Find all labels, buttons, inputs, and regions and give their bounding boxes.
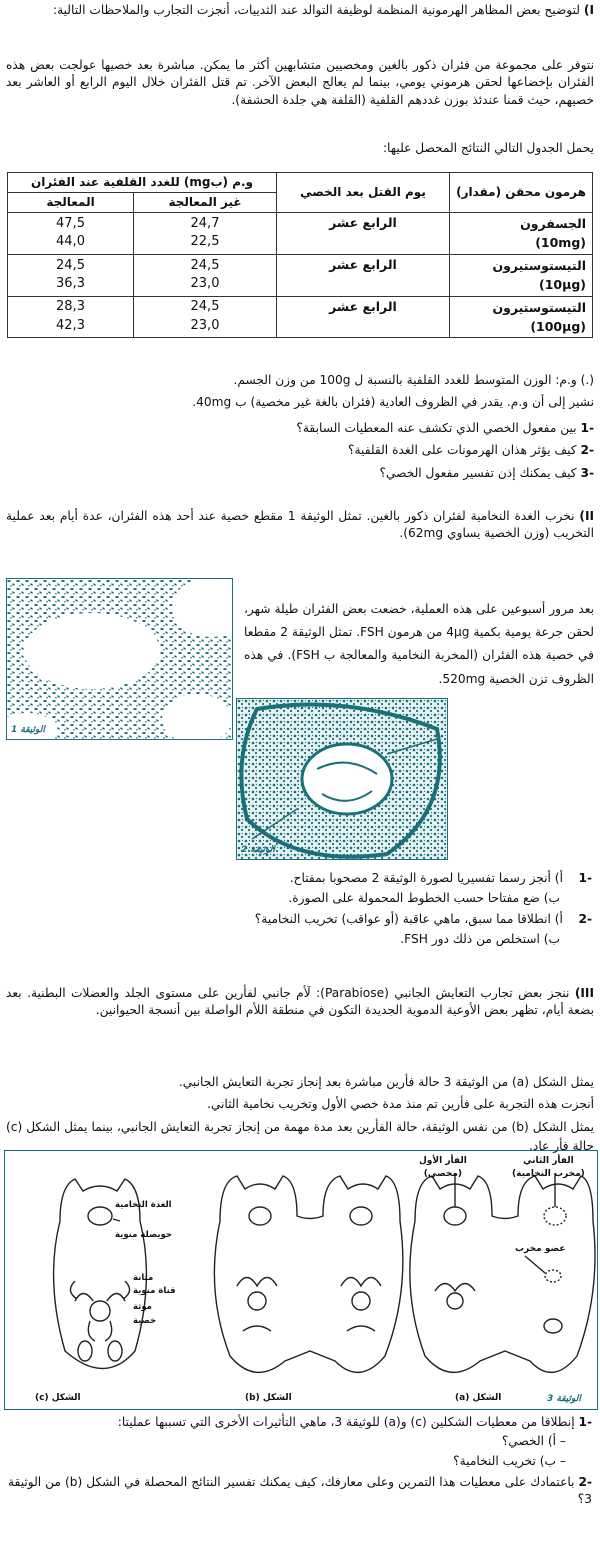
part1-intro-text: لتوضيح بعض المظاهر الهرمونية المنظمة لوظيفة التوالد عند الثدييات، أنجزت التجارب والملاحظات التالية: — [52, 3, 580, 17]
mouse-2-label: الفأر الثاني (مخرب النخامية) — [512, 1156, 585, 1179]
part3-number: III) — [574, 986, 594, 1000]
treated-value: 36,3 — [56, 276, 85, 292]
figure-a-label: الشكل (a) — [455, 1393, 502, 1403]
treated-value: 24,5 — [56, 257, 85, 273]
document-2-caption: الوثيقة 2 — [241, 845, 275, 856]
hormone-name: الجسفرون — [520, 216, 586, 232]
hormone-dose: (10mg) — [535, 235, 586, 251]
part2-paragraph1: نخرب الغدة النخامية لفئران ذكور بالغين. تمثل الوثيقة 1 مقطع خصية عند أحد هذه الفئران، عدة أيام بعد عملية التخريب (وزن الخصية يساوي 62mg). — [6, 509, 594, 541]
table-row — [8, 254, 593, 296]
treated-value: 47,5 — [56, 215, 85, 231]
kill-day: الرابع عشر — [277, 296, 450, 338]
part3-intro — [6, 985, 594, 1020]
part1-paragraph: نتوفر على مجموعة من فئران ذكور بالغين ومخصيين متشابهين أكثر ما يمكن. مباشرة بعد خصيها عولجت بعض هذه الفئران بإخضاعها لحقن هرموني يومي، بينما لم يعالج البعض الآخر. تم قتل الفئران خلال اليوم الرابع أو العاشر بعد خصيهم، حيث قمنا عندئذ بوزن غددهم القلفية (القلفة هي جلدة الحشفة). — [6, 58, 594, 107]
untreated-value: 23,0 — [190, 317, 220, 333]
untreated-value: 24,5 — [190, 299, 220, 315]
untreated-value: 24,7 — [190, 215, 220, 231]
untreated-value: 23,0 — [190, 276, 220, 292]
vas-deferens-label: قناة منوية — [133, 1286, 176, 1296]
header-day: يوم القتل بعد الخصي — [277, 173, 450, 213]
results-table — [7, 172, 593, 338]
header-weight: و.م (بmg) للغدد القلفية عند الفئران — [8, 173, 277, 193]
part3-paragraph3: أنجزت هذه التجربة على فأرين تم منذ مدة خصي الأول وتخريب نخامية الثاني. — [206, 1097, 594, 1111]
table-row — [8, 213, 593, 255]
question-1: -1 بين مفعول الخصي الذي تكشف عنه المعطيات السابقة؟ — [296, 421, 594, 435]
table-note: (.) و.م: الوزن المتوسط للغدد القلفية بالنسبة ل 100g من وزن الجسم. — [233, 373, 594, 387]
untreated-value: 24,5 — [190, 257, 220, 273]
part2-paragraph2: بعد مرور أسبوعين على هذه العملية، خضعت بعض الفئران طيلة شهر، لحقن جرعة يومية بكمية 4µg من هرمون FSH. تمثل الوثيقة 2 مقطعا في خصية هذه الفئران (المخربة النخامية والمعالجة ب FSH). في هذه الظروف تزن الخصية 520mg. — [244, 602, 594, 686]
figure-b-label: الشكل (b) — [245, 1393, 292, 1403]
question-2: -2 كيف يؤثر هذان الهرمونات على الغدة القلفية؟ — [348, 443, 594, 458]
document-3-caption: الوثيقة 3 — [547, 1394, 581, 1404]
part3-questions: -1 إنطلاقا من معطيات الشكلين (c) و(a) للوثيقة 3، ماهي التأثيرات الأخرى التي تسببها عمليتا: – أ) الخصي؟ – ب) تخريب النخامية؟ -2 باعتمادك على معطيات هذا التمرين وعلى معارفك، كيف يمكنك تفسير النتائج المحصلة في الشكل (b) من الوثيقة 3؟ — [8, 1415, 593, 1507]
part3-paragraph2: يمثل الشكل (a) من الوثيقة 3 حالة فأرين مباشرة بعد إنجاز تجربة التعايش الجانبي. — [178, 1075, 594, 1089]
figure-c-label: الشكل (c) — [35, 1393, 81, 1403]
treated-value: 28,3 — [56, 299, 85, 315]
normal-weight-note: نشير إلى أن و.م. يقدر في الظروف العادية (فئران بالغة غير مخصية) ب 40mg. — [192, 395, 594, 409]
mouse-1-label: الفأر الأول (مخصي) — [419, 1156, 467, 1179]
header-treated: المعالجة — [8, 193, 134, 213]
table-row — [8, 296, 593, 338]
part1-number: I) — [583, 3, 594, 17]
part3-paragraph4: يمثل الشكل (b) من نفس الوثيقة، حالة الفأرين بعد مدة مهمة من إنجاز تجربة التعايش الجانبي، بينما يمثل الشكل (c) حالة فأر عاد. — [6, 1120, 594, 1153]
seminal-vesicle-label: حويصلة منوية — [115, 1230, 173, 1240]
document-1-micrograph — [6, 578, 233, 740]
destroyed-organ-label: عضو مخرب — [515, 1244, 566, 1254]
document-1-caption: الوثيقة 1 — [11, 725, 45, 736]
document-2-micrograph — [236, 698, 448, 860]
part1-questions — [6, 420, 594, 482]
pituitary-label: الغدة النخامية — [115, 1200, 172, 1210]
part1-intro — [6, 2, 594, 19]
kill-day: الرابع عشر — [277, 254, 450, 296]
part2-intro — [6, 508, 594, 543]
hormone-dose: (100µg) — [530, 318, 586, 334]
part1-table-intro: يحمل الجدول التالي النتائج المحصل عليها: — [382, 141, 594, 155]
part2-number: II) — [579, 509, 595, 523]
testis-label: خصية — [133, 1316, 157, 1326]
bladder-label: مثانة — [133, 1273, 154, 1283]
part2-questions: -1 أ) أنجز رسما تفسيريا لصورة الوثيقة 2 مصحوبا بمفتاح. ب) ضع مفتاحا حسب الخطوط المحمولة على الصورة. -2 أ) انطلاقا مما سبق، ماهي عاقبة (أو عواقب) تخريب النخامية؟ ب) استخلص من ذلك دور FSH. — [254, 871, 592, 946]
hormone-name: التيستوستيرون — [492, 299, 586, 315]
hormone-name: التيستوستيرون — [492, 257, 586, 273]
header-hormone: هرمون محقن (مقدار) — [450, 173, 593, 213]
untreated-value: 22,5 — [190, 234, 220, 250]
part3-paragraph1: ننجز بعض تجارب التعايش الجانبي (Parabiose): لَأم جانبي لفأرين على مستوى الجلد والعضلات البطنية. بعد بضعة أيام، تظهر بعض الأوعية الدموية الجديدة التكون في منطقة اللأم الواصلة بين أنسجة الحيوانين. — [6, 986, 594, 1018]
prostate-label: موثة — [133, 1302, 152, 1312]
treated-value: 42,3 — [56, 317, 85, 333]
document-3-figure — [4, 1150, 598, 1410]
kill-day: الرابع عشر — [277, 213, 450, 255]
hormone-dose: (10µg) — [539, 277, 586, 293]
header-untreated: غير المعالجة — [134, 193, 277, 213]
treated-value: 44,0 — [56, 234, 85, 250]
question-3: -3 كيف يمكنك إذن تفسير مفعول الخصي؟ — [379, 465, 594, 480]
